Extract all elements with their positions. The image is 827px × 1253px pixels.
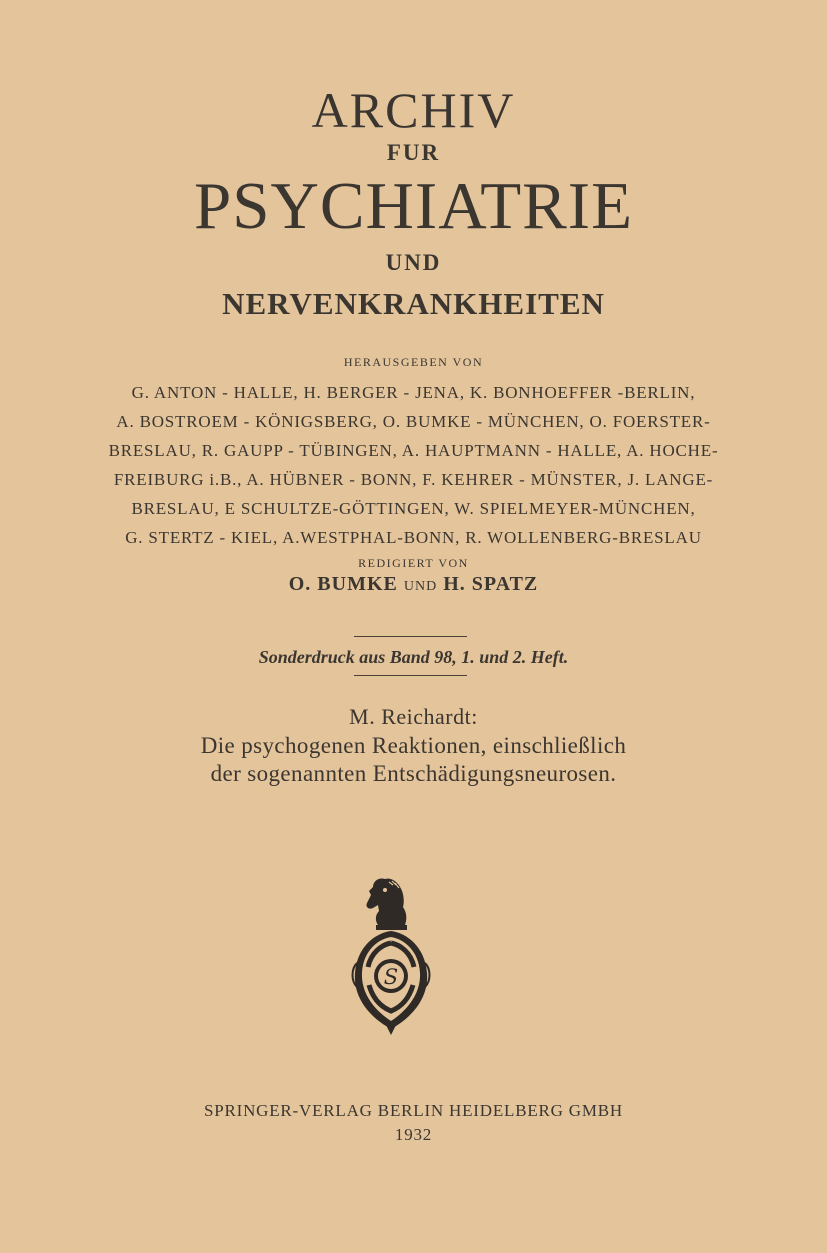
publication-year: 1932 — [394, 1125, 433, 1144]
editors-line: G. STERTZ - KIEL, A.WESTPHAL-BONN, R. WOLLENBERG-BRESLAU — [125, 528, 702, 547]
article-title-line-1: Die psychogenen Reaktionen, einschließlich — [200, 733, 627, 758]
journal-title-archiv: ARCHIV — [311, 82, 516, 138]
editors-line: BRESLAU, E SCHULTZE-GÖTTINGEN, W. SPIELMEYER-MÜNCHEN, — [131, 499, 696, 518]
article-title-line-2: der sogenannten Entschädigungsneurosen. — [210, 761, 617, 786]
editors-line: FREIBURG i.B., A. HÜBNER - BONN, F. KEHRER - MÜNSTER, J. LANGE- — [113, 470, 714, 489]
springer-horse-emblem-icon — [345, 873, 437, 1036]
redaction-connector: UND — [403, 579, 438, 594]
redaction-editor-2: H. SPATZ — [443, 573, 539, 595]
editors-line: BRESLAU, R. GAUPP - TÜBINGEN, A. HAUPTMANN - HALLE, A. HOCHE- — [108, 441, 719, 460]
offprint-note: Sonderdruck aus Band 98, 1. und 2. Heft. — [258, 647, 569, 667]
redaction-editors — [0, 571, 827, 600]
article-author: M. Reichardt: — [349, 704, 478, 729]
journal-title-und: UND — [385, 250, 442, 275]
redaction-heading: REDIGIERT VON — [358, 556, 469, 570]
journal-title-psychiatrie: PSYCHIATRIE — [193, 169, 634, 243]
journal-title-fur: FUR — [386, 140, 441, 165]
editors-list — [0, 378, 827, 552]
svg-text:S: S — [383, 965, 399, 989]
editors-line: A. BOSTROEM - KÖNIGSBERG, O. BUMKE - MÜNCHEN, O. FOERSTER- — [116, 412, 711, 431]
divider-top — [354, 636, 467, 637]
publisher-name: SPRINGER-VERLAG BERLIN HEIDELBERG GMBH — [203, 1101, 624, 1120]
journal-title-nervenkrankheiten: NERVENKRANKHEITEN — [222, 286, 605, 321]
redaction-editor-1: O. BUMKE — [288, 573, 398, 595]
divider-bottom — [354, 675, 467, 676]
editors-heading: HERAUSGEBEN VON — [343, 355, 484, 369]
editors-line: G. ANTON - HALLE, H. BERGER - JENA, K. BONHOEFFER -BERLIN, — [131, 383, 696, 402]
